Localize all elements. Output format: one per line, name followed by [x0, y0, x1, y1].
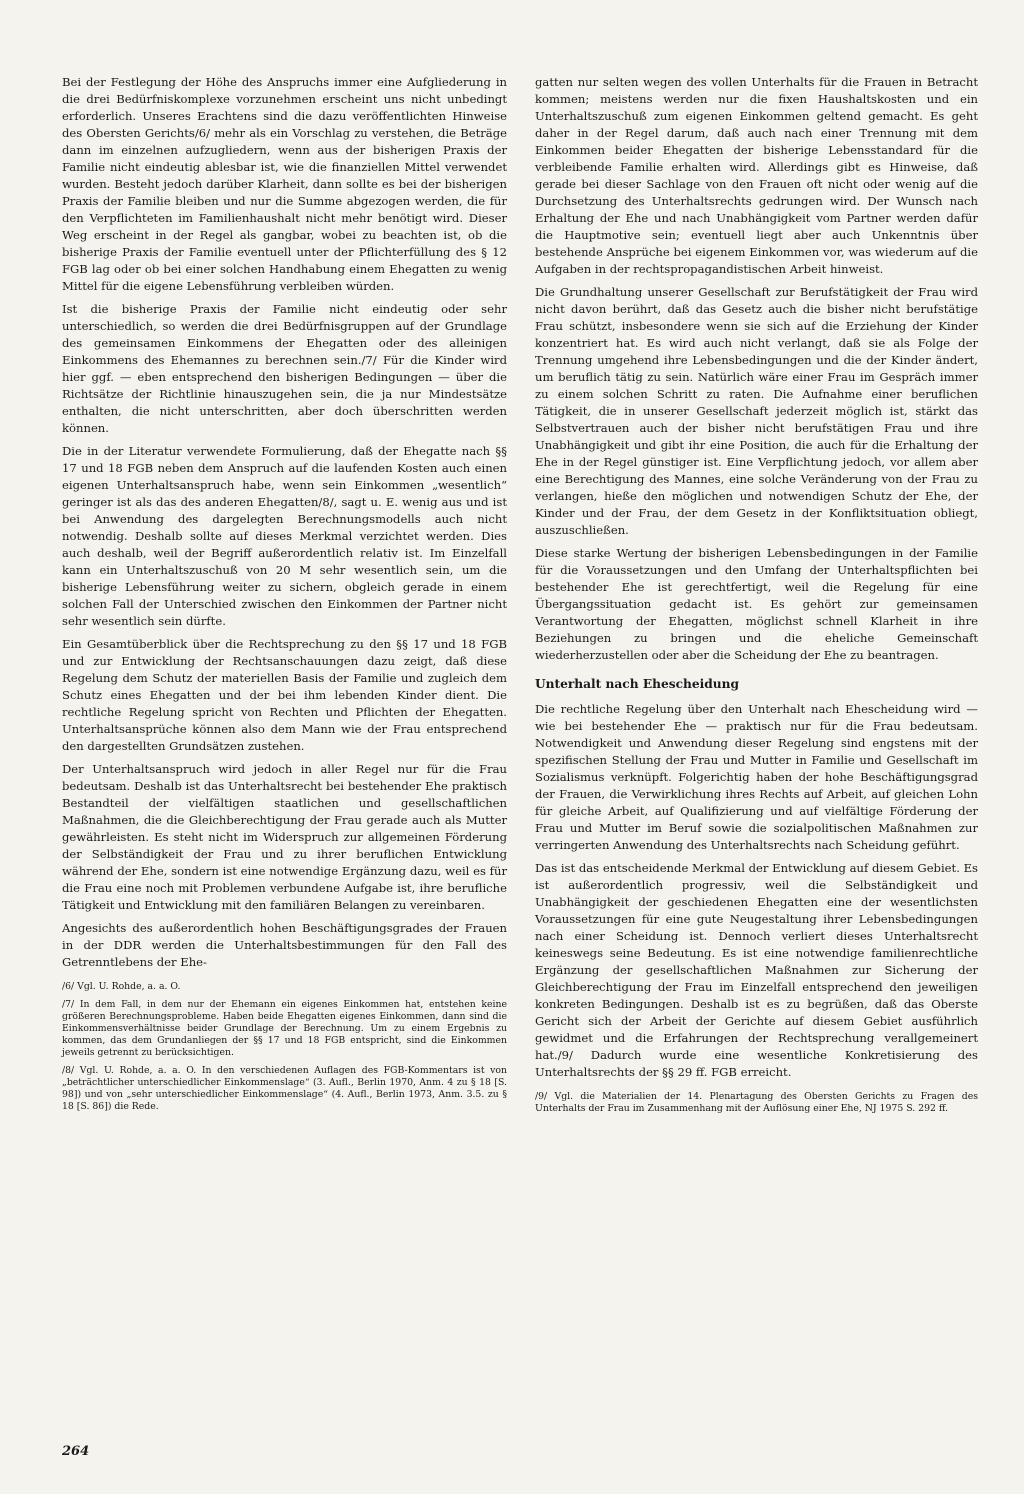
paragraph: Bei der Festlegung der Höhe des Anspruchs immer eine Aufgliederung in die drei Bedürfniskomplexe vorzunehmen erscheint uns nicht unbedingt erforderlich. Unseres Erachtens sind die dazu veröffentlichten Hinweise des Obersten Gerichts/6/ mehr als ein Vorschlag zu verstehen, die Beträge dann im einzelnen aufzugliedern, wenn aus der bisherigen Praxis der Familie nicht eindeutig ablesbar ist, wie die finanziellen Mittel verwendet wurden. Besteht jedoch darüber Klarheit, dann sollte es bei der bisherigen Praxis der Familie bleiben und nur die Summe abgezogen werden, die für den Verpflichteten im Familienhaushalt nicht mehr benötigt wird. Dieser Weg erscheint in der Regel als gangbar, wobei zu beachten ist, ob die bisherige Praxis der Familie eventuell unter der Pflichterfüllung des § 12 FGB lag oder ob bei einer solchen Handhabung einem Ehegatten zu wenig Mittel für die eigene Lebensführung verbleiben würden. [62, 75, 507, 293]
page-number: 264 [62, 1444, 90, 1459]
footnote: /8/ Vgl. U. Rohde, a. a. O. In den verschiedenen Auflagen des FGB-Kommentars ist von „beträchtlicher unterschiedlicher Einkommenslage“ (3. Aufl., Berlin 1970, Anm. 4 zu § 18 [S. 98]) und von „sehr unterschiedlicher Einkommenslage“ (4. Aufl., Berlin 1973, Anm. 3.5. zu § 18 [S. 86]) die Rede. [62, 1065, 507, 1112]
paragraph: Die Grundhaltung unserer Gesellschaft zur Berufstätigkeit der Frau wird nicht davon berührt, daß das Gesetz auch die bisher nicht berufstätige Frau schützt, insbesondere wenn sie sich auf die Erziehung der Kinder konzentriert hat. Es wird auch nicht verlangt, daß sie als Folge der Trennung umgehend ihre Lebensbedingungen und die der Kinder ändert, um beruflich tätig zu sein. Natürlich wäre einer Frau im Gespräch immer zu einem solchen Schritt zu raten. Die Aufnahme einer beruflichen Tätigkeit, die in unserer Gesellschaft jederzeit möglich ist, stärkt das Selbstvertrauen auch der bisher nicht berufstätigen Frau und ihre Unabhängigkeit und gibt ihr eine Position, die auch für die Erhaltung der Ehe in der Regel günstiger ist. Eine Verpflichtung jedoch, vor allem aber eine Berechtigung des Mannes, eine solche Veränderung von der Frau zu verlangen, hieße den möglichen und notwendigen Schutz der Ehe, der Kinder und der Frau, der dem Gesetz in der Konfliktsituation obliegt, auszuschließen. [535, 285, 978, 537]
paragraph: Die in der Literatur verwendete Formulierung, daß der Ehegatte nach §§ 17 und 18 FGB neben dem Anspruch auf die laufenden Kosten auch einen eigenen Unterhaltsanspruch habe, wenn sein Einkommen „wesentlich“ geringer ist als das des anderen Ehegatten/8/, sagt u. E. wenig aus und ist bei Anwendung des dargelegten Berechnungsmodells auch nicht notwendig. Deshalb sollte auf dieses Merkmal verzichtet werden. Dies auch deshalb, weil der Begriff außerordentlich relativ ist. Im Einzelfall kann ein Unterhaltszuschuß von 20 M sehr wesentlich sein, um die bisherige Lebensführung weiter zu sichern, obgleich gerade in einem solchen Fall der Unterschied zwischen den Einkommen der Partner nicht sehr wesentlich sein dürfte. [62, 444, 507, 628]
paragraph: Das ist das entscheidende Merkmal der Entwicklung auf diesem Gebiet. Es ist außerordentlich progressiv, weil die Selbständigkeit und Unabhängigkeit der geschiedenen Ehegatten eine der wesentlichsten Voraussetzungen für eine gute Neugestaltung ihrer Lebensbedingungen nach einer Scheidung ist. Dennoch verliert dieses Unterhaltsrecht keineswegs seine Bedeutung. Es ist eine notwendige familienrechtliche Ergänzung der gesellschaftlichen Maßnahmen zur Sicherung der Gleichberechtigung der Frau im Einzelfall entsprechend den jeweiligen konkreten Bedingungen. Deshalb ist es zu begrüßen, daß das Oberste Gericht sich der Arbeit der Gerichte auf diesem Gebiet ausführlich gewidmet und die Erfahrungen der Rechtsprechung verallgemeinert hat./9/ Dadurch wurde eine wesentliche Konkretisierung des Unterhaltsrechts der §§ 29 ff. FGB erreicht. [535, 861, 978, 1079]
left-column [62, 74, 507, 1119]
paragraph: Diese starke Wertung der bisherigen Lebensbedingungen in der Familie für die Voraussetzungen und den Umfang der Unterhaltspflichten bei bestehender Ehe ist gerechtfertigt, weil die Regelung für eine Übergangssituation gedacht ist. Es gehört zur gemeinsamen Verantwortung der Ehegatten, möglichst schnell Klarheit in ihre Beziehungen zu bringen und die eheliche Gemeinschaft wiederherzustellen oder aber die Scheidung der Ehe zu beantragen. [535, 546, 978, 662]
paragraph: Ist die bisherige Praxis der Familie nicht eindeutig oder sehr unterschiedlich, so werden die drei Bedürfnisgruppen auf der Grundlage des gemeinsamen Einkommens der Ehegatten oder des alleinigen Einkommens des Ehemannes zu berechnen sein./7/ Für die Kinder wird hier ggf. — eben entsprechend den bisherigen Bedingungen — über die Richtsätze der Richtlinie hinauszugehen sein, die ja nur Mindestsätze enthalten, die nicht unterschritten, aber doch überschritten werden können. [62, 302, 507, 435]
footnotes [62, 981, 507, 1113]
section-heading: Unterhalt nach Ehescheidung [535, 677, 740, 691]
paragraph: Ein Gesamtüberblick über die Rechtsprechung zu den §§ 17 und 18 FGB und zur Entwicklung der Rechtsanschauungen dazu zeigt, daß diese Regelung dem Schutz der materiellen Basis der Familie und zugleich dem Schutz eines Ehegatten und der bei ihm lebenden Kinder dient. Die rechtliche Regelung spricht von Rechten und Pflichten der Ehegatten. Unterhaltsansprüche können also dem Mann wie der Frau entsprechend den dargestellten Grundsätzen zustehen. [62, 637, 507, 753]
paragraph: Angesichts des außerordentlich hohen Beschäftigungsgrades der Frauen in der DDR werden die Unterhaltsbestimmungen für den Fall des Getrenntlebens der Ehe- [62, 921, 507, 969]
footnote: /9/ Vgl. die Materialien der 14. Plenartagung des Obersten Gerichts zu Fragen des Unterhalts der Frau im Zusammenhang mit der Auflösung einer Ehe, NJ 1975 S. 292 ff. [535, 1091, 978, 1114]
right-column [535, 74, 978, 1121]
paragraph: Der Unterhaltsanspruch wird jedoch in aller Regel nur für die Frau bedeutsam. Deshalb ist das Unterhaltsrecht bei bestehender Ehe praktisch Bestandteil der vielfältigen staatlichen und gesellschaftlichen Maßnahmen, die die Gleichberechtigung der Frau gerade auch als Mutter gewährleisten. Es steht nicht im Widerspruch zur allgemeinen Förderung der Selbständigkeit der Frau und zu ihrer beruflichen Entwicklung während der Ehe, sondern ist eine notwendige Ergänzung dazu, weil es für die Frau eine noch mit Problemen verbundene Aufgabe ist, ihre berufliche Tätigkeit und Entwicklung mit den familiären Belangen zu vereinbaren. [62, 762, 507, 912]
paragraph: Die rechtliche Regelung über den Unterhalt nach Ehescheidung wird — wie bei bestehender Ehe — praktisch nur für die Frau bedeutsam. Notwendigkeit und Anwendung dieser Regelung sind engstens mit der spezifischen Stellung der Frau und Mutter in Familie und Gesellschaft im Sozialismus verknüpft. Folgerichtig haben der hohe Beschäftigungsgrad der Frauen, die Verwirklichung ihres Rechts auf Arbeit, auf gleichen Lohn für gleiche Arbeit, auf Qualifizierung und auf vielfältige Förderung der Frau und Mutter im Beruf sowie die sozialpolitischen Maßnahmen zur verringerten Anwendung des Unterhaltsrechts nach Scheidung geführt. [535, 702, 978, 852]
footnote: /7/ In dem Fall, in dem nur der Ehemann ein eigenes Einkommen hat, entstehen keine größeren Berechnungsprobleme. Haben beide Ehegatten eigenes Einkommen, dann sind die Einkommensverhältnisse beider Grundlage der Berechnung. Um zu einem Ergebnis zu kommen, das dem Grundanliegen der §§ 17 und 18 FGB entspricht, sind die Einkommen jeweils getrennt zu berücksichtigen. [62, 999, 507, 1058]
paragraph: gatten nur selten wegen des vollen Unterhalts für die Frauen in Betracht kommen; meistens werden nur die fixen Haushaltskosten und ein Unterhaltszuschuß zum eigenen Einkommen geltend gemacht. Es geht daher in der Regel darum, daß auch nach einer Trennung mit dem Einkommen beider Ehegatten der bisherige Lebensstandard für die verbleibende Familie erhalten wird. Allerdings gibt es Hinweise, daß gerade bei dieser Sachlage von den Frauen oft nicht oder wenig auf die Durchsetzung des Unterhaltsrechts gedrungen wird. Der Wunsch nach Erhaltung der Ehe und nach Unabhängigkeit vom Partner werden dafür die Hauptmotive sein; eventuell liegt aber auch Unkenntnis über bestehende Ansprüche bei eigenem Einkommen vor, was wiederum auf die Aufgaben in der rechtspropagandistischen Arbeit hinweist. [535, 75, 978, 276]
footnotes [535, 1091, 978, 1115]
footnote: /6/ Vgl. U. Rohde, a. a. O. [62, 981, 181, 992]
